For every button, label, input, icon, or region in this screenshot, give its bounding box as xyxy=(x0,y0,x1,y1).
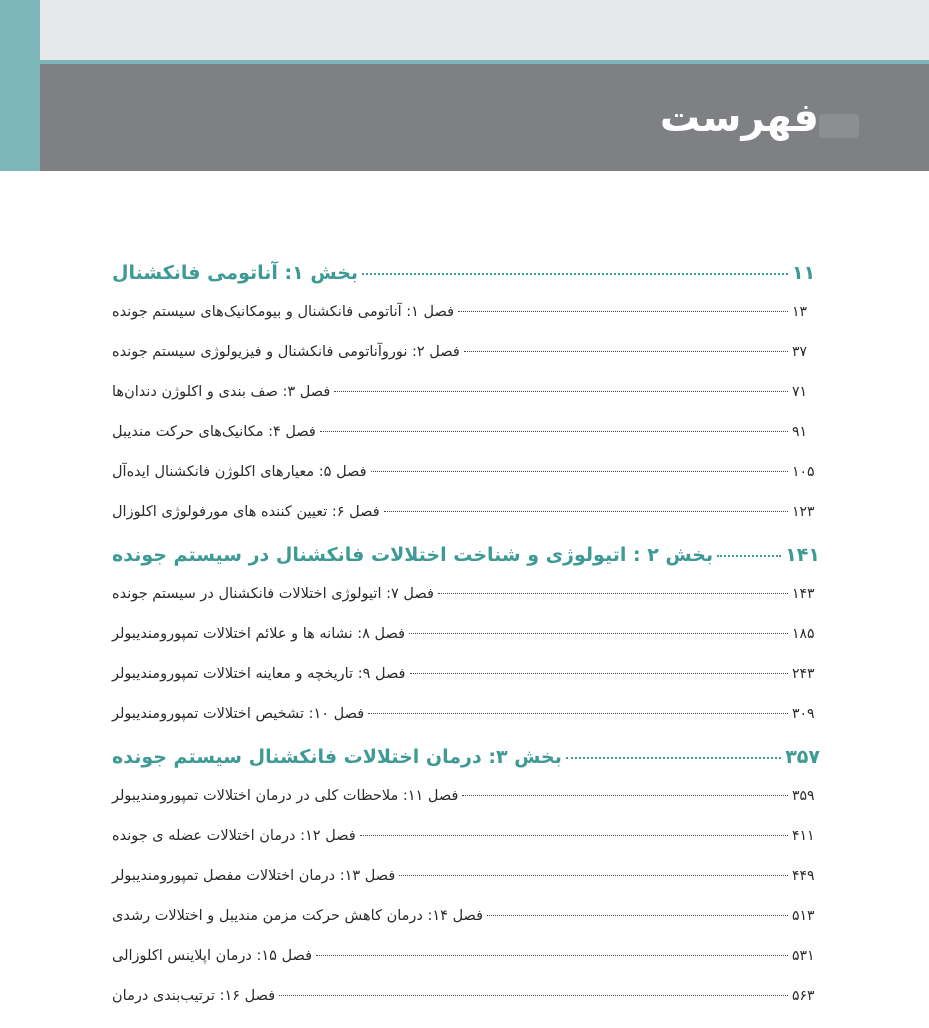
page-number: ۳۵۹ xyxy=(792,788,815,804)
dot-leader xyxy=(279,995,788,996)
dot-leader xyxy=(399,875,788,876)
toc-chapter-entry[interactable] xyxy=(112,464,820,504)
chapter-title: فصل ۷: اتیولوژی اختلالات فانکشنال در سیستم جونده xyxy=(112,586,434,602)
dot-leader xyxy=(320,431,788,432)
dot-leader xyxy=(362,273,788,275)
chapter-title: فصل ۲: نوروآناتومی فانکشنال و فیزیولوژی سیستم جونده xyxy=(112,344,460,360)
chapter-title: فصل ۸: نشانه ها و علائم اختلالات تمپورومندیبولر xyxy=(112,626,406,642)
page-number: ۱۳ xyxy=(792,304,808,320)
table-of-contents xyxy=(112,262,820,1028)
top-band xyxy=(0,0,929,60)
dot-leader xyxy=(334,391,788,392)
page-title: فهرست xyxy=(659,95,819,141)
page-number: ۴۴۹ xyxy=(792,868,815,884)
part-title: بخش ۱: آناتومی فانکشنال xyxy=(112,262,359,284)
chapter-title: فصل ۴: مکانیک‌های حرکت مندیبل xyxy=(112,424,316,440)
chapter-title: فصل ۱۱: ملاحظات کلی در درمان اختلالات تمپورومندیبولر xyxy=(112,788,459,804)
page-number: ۳۷ xyxy=(792,344,808,360)
toc-chapter-entry[interactable] xyxy=(112,626,820,666)
dot-leader xyxy=(410,673,789,674)
toc-chapter-entry[interactable] xyxy=(112,908,820,948)
dot-leader xyxy=(717,555,781,557)
chapter-title: فصل ۶: تعیین کننده های مورفولوژی اکلوزال xyxy=(112,504,380,520)
dot-leader xyxy=(316,955,788,956)
page-number: ۷۱ xyxy=(792,384,808,400)
toc-part-entry[interactable] xyxy=(112,544,820,586)
dot-leader xyxy=(462,795,788,796)
page-number: ۲۴۳ xyxy=(792,666,815,682)
toc-chapter-entry[interactable] xyxy=(112,706,820,746)
toc-chapter-entry[interactable] xyxy=(112,384,820,424)
page-number: ۵۳۱ xyxy=(792,948,815,964)
toc-chapter-entry[interactable] xyxy=(112,868,820,908)
page-number: ۱۰۵ xyxy=(792,464,815,480)
toc-chapter-entry[interactable] xyxy=(112,988,820,1028)
part-title: بخش ۲ : اتیولوژی و شناخت اختلالات فانکشنال در سیستم جونده xyxy=(112,544,714,566)
page-number: ۳۰۹ xyxy=(792,706,815,722)
chapter-title: فصل ۱۲: درمان اختلالات عضله ی جونده xyxy=(112,828,356,844)
chapter-title: فصل ۱۵: درمان اپلاینس اکلوزالی xyxy=(112,948,313,964)
chapter-title: فصل ۹: تاریخچه و معاینه اختلالات تمپورومندیبولر xyxy=(112,666,406,682)
toc-part-entry[interactable] xyxy=(112,262,820,304)
dot-leader xyxy=(487,915,788,916)
chapter-title: فصل ۳: صف بندی و اکلوژن دندان‌ها xyxy=(112,384,331,400)
title-decoration xyxy=(819,114,859,138)
toc-chapter-entry[interactable] xyxy=(112,666,820,706)
dot-leader xyxy=(438,593,788,594)
toc-part-entry[interactable] xyxy=(112,746,820,788)
page-number: ۱۸۵ xyxy=(792,626,815,642)
teal-side-strip xyxy=(0,0,40,171)
toc-chapter-entry[interactable] xyxy=(112,788,820,828)
toc-chapter-entry[interactable] xyxy=(112,304,820,344)
chapter-title: فصل ۱: آناتومی فانکشنال و بیومکانیک‌های سیستم جونده xyxy=(112,304,455,320)
toc-chapter-entry[interactable] xyxy=(112,424,820,464)
page-number: ۱۴۳ xyxy=(792,586,815,602)
dot-leader xyxy=(409,633,788,634)
toc-chapter-entry[interactable] xyxy=(112,344,820,384)
dot-leader xyxy=(384,511,788,512)
toc-chapter-entry[interactable] xyxy=(112,504,820,544)
page-number: ۹۱ xyxy=(792,424,808,440)
part-title: بخش ۳: درمان اختلالات فانکشنال سیستم جونده xyxy=(112,746,562,768)
dot-leader xyxy=(360,835,788,836)
dot-leader xyxy=(371,471,788,472)
dot-leader xyxy=(566,757,781,759)
toc-chapter-entry[interactable] xyxy=(112,828,820,868)
toc-chapter-entry[interactable] xyxy=(112,948,820,988)
chapter-title: فصل ۱۳: درمان اختلالات مفصل تمپورومندیبولر xyxy=(112,868,396,884)
chapter-title: فصل ۵: معیارهای اکلوژن فانکشنال ایده‌آل xyxy=(112,464,367,480)
page-number: ۵۶۳ xyxy=(792,988,815,1004)
chapter-title: فصل ۱۶: ترتیب‌بندی درمان xyxy=(112,988,276,1004)
chapter-title: فصل ۱۰: تشخیص اختلالات تمپورومندیبولر xyxy=(112,706,365,722)
dot-leader xyxy=(368,713,788,714)
dot-leader xyxy=(464,351,788,352)
toc-chapter-entry[interactable] xyxy=(112,586,820,626)
chapter-title: فصل ۱۴: درمان کاهش حرکت مزمن مندیبل و اختلالات رشدی xyxy=(112,908,484,924)
dot-leader xyxy=(458,311,788,312)
page-number: ۱۴۱ xyxy=(785,544,820,566)
page-number: ۱۲۳ xyxy=(792,504,815,520)
page-number: ۴۱۱ xyxy=(792,828,815,844)
page-number: ۱۱ xyxy=(792,262,816,284)
page-number: ۳۵۷ xyxy=(785,746,820,768)
page-number: ۵۱۳ xyxy=(792,908,815,924)
